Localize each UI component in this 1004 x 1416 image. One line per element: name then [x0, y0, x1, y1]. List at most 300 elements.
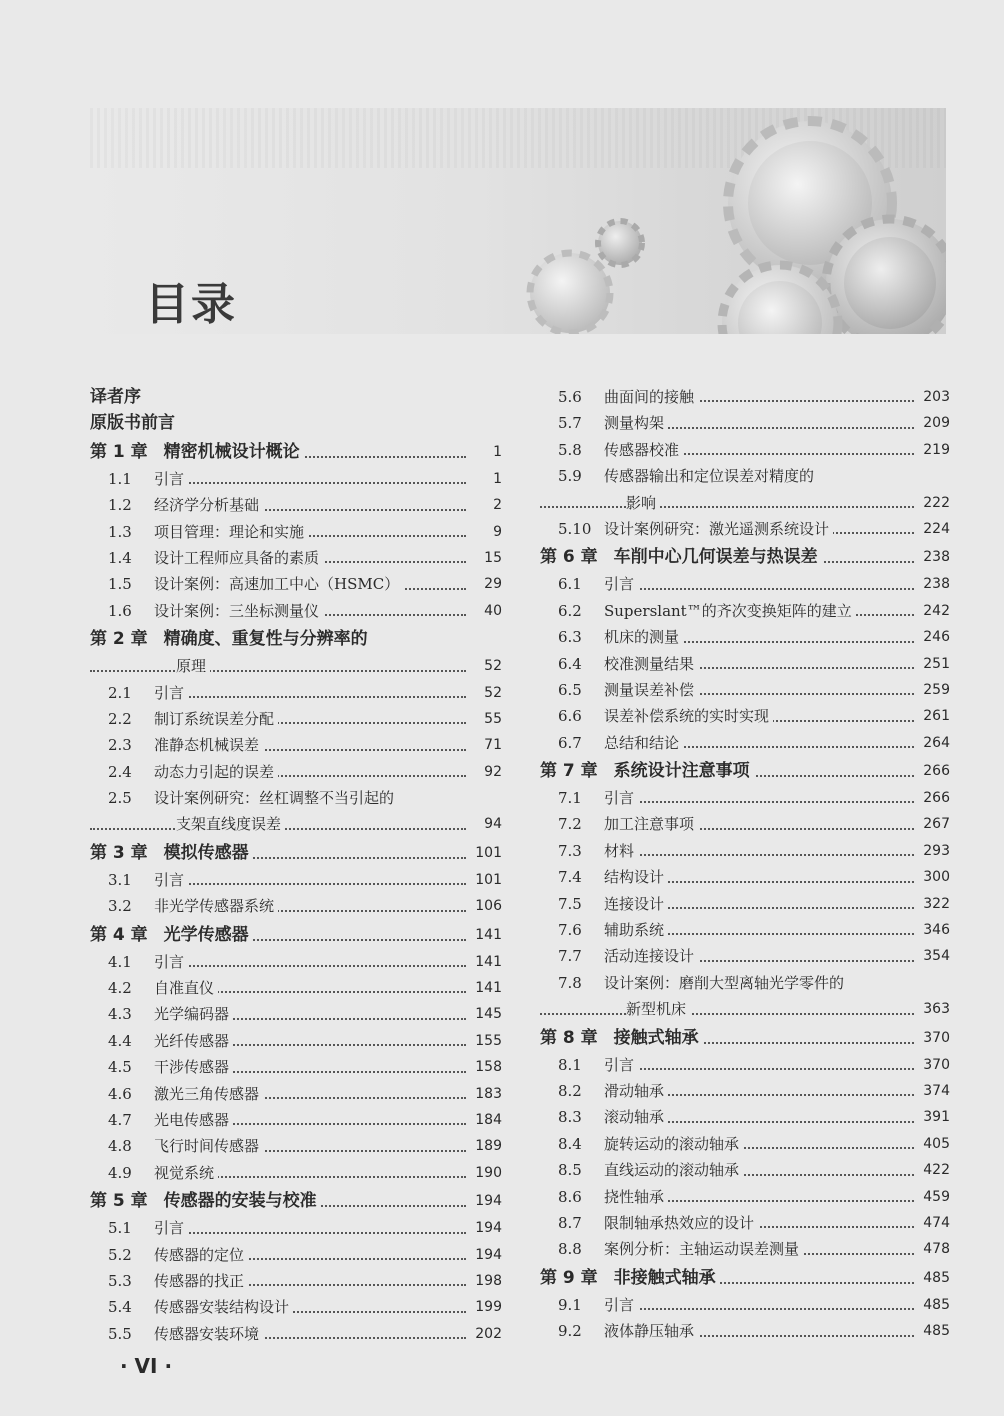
- toc-entry-text: 引言: [154, 469, 185, 488]
- toc-entry-text: 新型机床: [626, 1000, 687, 1019]
- toc-entry-title: [90, 1133, 263, 1159]
- toc-entry-title: [540, 1104, 668, 1130]
- toc-entry-number: 第 6 章: [540, 547, 598, 568]
- toc-entry-number: 5.9: [558, 467, 582, 486]
- toc-entry-title: [540, 1210, 758, 1236]
- toc-page-number: 485: [919, 1263, 950, 1293]
- toc-entry-title: [540, 384, 698, 410]
- toc-entry-title: [540, 785, 638, 811]
- toc-entry: [90, 893, 502, 919]
- toc-entry-title: [90, 1186, 321, 1216]
- toc-entry-title: [540, 864, 668, 890]
- toc-page-number: 1: [489, 466, 502, 492]
- toc-page-number: 246: [919, 624, 950, 650]
- toc-entry-text: 传感器的安装与校准: [163, 1191, 317, 1212]
- toc-entry-text: 直线运动的滚动轴承: [604, 1161, 740, 1180]
- toc-entry-number: 6.5: [558, 680, 582, 699]
- toc-entry-text: 精确度、重复性与分辨率的: [163, 629, 368, 650]
- page-number: · VI ·: [120, 1354, 173, 1378]
- toc-entry-text: 设计案例：高速加工中心（HSMC）: [154, 575, 400, 594]
- toc-entry-text: 设计案例研究：丝杠调整不当引起的: [154, 789, 395, 808]
- toc-entry-number: 4.9: [108, 1163, 132, 1182]
- toc-page-number: 363: [919, 996, 950, 1022]
- toc-right-column: [540, 384, 950, 1345]
- toc-entry: [90, 571, 502, 597]
- toc-entry-text: 飞行时间传感器: [154, 1137, 260, 1156]
- toc-entry-title: [540, 838, 638, 864]
- toc-entry-text: 总结和结论: [604, 733, 680, 752]
- toc-entry-number: 1.5: [108, 575, 132, 594]
- toc-entry-number: 7.1: [558, 789, 582, 808]
- toc-entry-text: 引言: [154, 683, 185, 702]
- toc-entry-title: [90, 706, 278, 732]
- toc-entry-number: 第 7 章: [540, 761, 598, 782]
- toc-entry-text: 视觉系统: [154, 1163, 215, 1182]
- toc-entry-title: [540, 703, 773, 729]
- toc-page-number: 55: [480, 706, 502, 732]
- toc-entry-text: 设计案例：磨削大型离轴光学零件的: [604, 973, 845, 992]
- toc-front-entry: [90, 410, 502, 436]
- toc-page-number: 9: [489, 519, 502, 545]
- toc-entry: [90, 492, 502, 518]
- toc-entry-number: 6.4: [558, 654, 582, 673]
- toc-entry: [540, 1104, 950, 1130]
- toc-chapter-entry: [90, 624, 502, 653]
- toc-entry-text: 测量构架: [604, 414, 665, 433]
- toc-entry-number: 1.3: [108, 522, 132, 541]
- toc-entry-number: 4.4: [108, 1031, 132, 1050]
- toc-entry: [540, 864, 950, 890]
- toc-page-number: 267: [919, 811, 950, 837]
- toc-entry: [540, 571, 950, 597]
- toc-entry-title: [90, 598, 323, 624]
- toc-entry-title: [540, 1236, 803, 1262]
- toc-entry-text: 案例分析：主轴运动误差测量: [604, 1240, 800, 1259]
- toc-entry-text: 准静态机械误差: [154, 736, 260, 755]
- toc-entry-title: [90, 1028, 233, 1054]
- toc-chapter-entry: [90, 1186, 502, 1215]
- toc-page-number: 242: [919, 598, 950, 624]
- toc-entry-text: 车削中心几何误差与热误差: [613, 547, 818, 568]
- toc-entry: [90, 706, 502, 732]
- toc-page-number: 202: [471, 1321, 502, 1347]
- toc-entry-number: 9.2: [558, 1322, 582, 1341]
- toc-entry-text: 挠性轴承: [604, 1187, 665, 1206]
- toc-entry: [90, 785, 502, 811]
- toc-entry-text: 传感器安装结构设计: [154, 1298, 290, 1317]
- toc-entry-number: 5.6: [558, 388, 582, 406]
- toc-entry-title: [540, 624, 683, 650]
- toc-entry: [540, 943, 950, 969]
- toc-entry-number: 4.3: [108, 1005, 132, 1024]
- toc-entry-number: 5.1: [108, 1219, 132, 1238]
- toc-entry-number: 1.6: [108, 601, 132, 620]
- toc-page-number: 92: [480, 759, 502, 785]
- toc-entry-text: 设计案例研究：激光遥测系统设计: [604, 519, 830, 538]
- toc-entry-title: [90, 1054, 233, 1080]
- toc-entry: [540, 437, 950, 463]
- toc-page-number: 15: [480, 545, 502, 571]
- toc-entry-number: 7.7: [558, 947, 582, 966]
- toc-entry: [90, 1294, 502, 1320]
- toc-entry-title: [540, 917, 668, 943]
- toc-page-number: 106: [471, 893, 502, 919]
- toc-entry-number: 3.2: [108, 897, 132, 916]
- toc-entry-number: 3.1: [108, 870, 132, 889]
- toc-entry-number: 6.3: [558, 628, 582, 647]
- toc-entry: [540, 410, 950, 436]
- toc-page-number: 94: [480, 811, 502, 837]
- toc-entry-text: 激光三角传感器: [154, 1084, 260, 1103]
- toc-entry-title: [540, 1292, 638, 1318]
- toc-page-number: 405: [919, 1131, 950, 1157]
- toc-entry-text: 光电传感器: [154, 1110, 230, 1129]
- toc-entry: [90, 545, 502, 571]
- toc-page-number: 266: [919, 756, 950, 786]
- toc-page-number: 293: [919, 838, 950, 864]
- toc-page-number: 370: [919, 1023, 950, 1053]
- toc-page-number: 199: [471, 1294, 502, 1320]
- toc-page-number: 194: [471, 1242, 502, 1268]
- toc-entry-text: 非光学传感器系统: [154, 897, 275, 916]
- toc-entry-number: 2.4: [108, 762, 132, 781]
- toc-page-number: 183: [471, 1081, 502, 1107]
- toc-entry-number: 7.2: [558, 815, 582, 834]
- toc-page-number: 370: [919, 1052, 950, 1078]
- toc-entry-title: [90, 1001, 233, 1027]
- toc-entry: [540, 1236, 950, 1262]
- toc-entry-title: [540, 1263, 720, 1293]
- toc-left-column: [90, 384, 502, 1347]
- toc-entry-text: 曲面间的接触: [604, 388, 695, 406]
- toc-entry-title: [540, 1131, 743, 1157]
- toc-entry-number: 6.2: [558, 601, 582, 620]
- toc-entry-title: [90, 1107, 233, 1133]
- toc-entry-title: [90, 571, 403, 597]
- toc-entry-title: [540, 410, 668, 436]
- toc-entry-number: 7.6: [558, 921, 582, 940]
- toc-entry-title: [540, 542, 822, 572]
- toc-page-number: 203: [919, 384, 950, 410]
- toc-entry: [540, 490, 950, 516]
- toc-entry-text: 引言: [604, 1055, 635, 1074]
- toc-entry-title: [90, 949, 188, 975]
- toc-entry-number: 5.4: [108, 1298, 132, 1317]
- toc-entry-text: 设计工程师应具备的素质: [154, 548, 320, 567]
- toc-entry-text: 传感器的找正: [154, 1271, 245, 1290]
- toc-entry-title: [90, 519, 308, 545]
- toc-entry-number: 5.7: [558, 414, 582, 433]
- toc-entry-title: [90, 437, 304, 467]
- toc-page-number: 2: [489, 492, 502, 518]
- toc-entry-text: 影响: [626, 493, 657, 512]
- toc-page-number: 485: [919, 1318, 950, 1344]
- toc-page-number: 251: [919, 651, 950, 677]
- toc-entry-text: 辅助系统: [604, 921, 665, 940]
- toc-page-number: 101: [471, 838, 502, 868]
- toc-entry-number: 1.4: [108, 548, 132, 567]
- toc-entry: [540, 1157, 950, 1183]
- toc-entry: [90, 759, 502, 785]
- toc-chapter-entry: [540, 1023, 950, 1052]
- toc-entry: [90, 1107, 502, 1133]
- toc-entry-text: 光学编码器: [154, 1005, 230, 1024]
- toc-page-number: 194: [471, 1215, 502, 1241]
- toc-entry-number: 8.3: [558, 1108, 582, 1127]
- toc-page-number: 354: [919, 943, 950, 969]
- toc-entry-text: 非接触式轴承: [613, 1267, 716, 1288]
- toc-page-number: 141: [471, 975, 502, 1001]
- toc-entry: [90, 598, 502, 624]
- toc-entry-title: [540, 677, 698, 703]
- toc-entry-title: [90, 492, 263, 518]
- dot-leader: [540, 1013, 914, 1015]
- toc-entry: [540, 1292, 950, 1318]
- toc-entry-number: 9.1: [558, 1295, 582, 1314]
- toc-entry: [540, 970, 950, 996]
- toc-entry-title: [90, 1294, 293, 1320]
- toc-entry-text: 光纤传感器: [154, 1031, 230, 1050]
- toc-page-number: 194: [471, 1186, 502, 1216]
- toc-entry-number: 2.5: [108, 789, 132, 808]
- toc-entry-title: [540, 437, 683, 463]
- toc-entry-number: 第 1 章: [90, 441, 148, 462]
- toc-page-number: 158: [471, 1054, 502, 1080]
- toc-entry: [540, 891, 950, 917]
- toc-entry-text: 引言: [154, 870, 185, 889]
- toc-entry-title: [540, 756, 754, 786]
- toc-chapter-entry: [540, 756, 950, 785]
- toc-entry-title: [540, 598, 856, 624]
- toc-entry-text: 引言: [604, 789, 635, 808]
- toc-entry: [540, 677, 950, 703]
- toc-entry-number: 4.5: [108, 1058, 132, 1077]
- toc-entry-text: 旋转运动的滚动轴承: [604, 1134, 740, 1153]
- toc-entry-text: 原理: [176, 657, 207, 676]
- toc-entry-text: 引言: [604, 1295, 635, 1314]
- toc-entry: [540, 598, 950, 624]
- toc-entry-text: 机床的测量: [604, 628, 680, 647]
- toc-page-number: 40: [480, 598, 502, 624]
- toc-page-number: 346: [919, 917, 950, 943]
- toc-entry-number: 5.5: [108, 1324, 132, 1343]
- toc-page-number: 300: [919, 864, 950, 890]
- toc-entry-title: [540, 1052, 638, 1078]
- toc-chapter-entry: [90, 920, 502, 949]
- toc-entry: [90, 1028, 502, 1054]
- toc-entry-title: [90, 624, 372, 654]
- toc-entry-number: 8.5: [558, 1161, 582, 1180]
- toc-entry-title: [90, 975, 218, 1001]
- toc-page-number: 422: [919, 1157, 950, 1183]
- dot-leader: [540, 506, 914, 508]
- toc-page-number: 261: [919, 703, 950, 729]
- toc-entry: [540, 1210, 950, 1236]
- toc-page-number: 71: [480, 732, 502, 758]
- toc-entry: [540, 838, 950, 864]
- toc-entry-text: 测量误差补偿: [604, 680, 695, 699]
- toc-entry-text: 译者序: [90, 387, 141, 407]
- toc-page-number: 184: [471, 1107, 502, 1133]
- toc-entry: [540, 1184, 950, 1210]
- toc-entry-title: [90, 785, 398, 811]
- toc-entry-text: Superslant™的齐次变换矩阵的建立: [604, 601, 852, 620]
- toc-entry: [90, 1268, 502, 1294]
- toc-page-number: 374: [919, 1078, 950, 1104]
- toc-entry-title: [540, 1184, 668, 1210]
- toc-entry-number: 8.1: [558, 1055, 582, 1074]
- toc-entry-number: 4.6: [108, 1084, 132, 1103]
- toc-entry: [540, 811, 950, 837]
- toc-entry-title: [540, 571, 638, 597]
- toc-entry-title: [90, 1321, 263, 1347]
- toc-entry: [540, 384, 950, 410]
- toc-entry-text: 制订系统误差分配: [154, 709, 275, 728]
- toc-entry-text: 滑动轴承: [604, 1081, 665, 1100]
- toc-entry-text: 模拟传感器: [163, 842, 249, 863]
- toc-page-number: 222: [919, 490, 950, 516]
- toc-entry-number: 6.7: [558, 733, 582, 752]
- toc-entry-title: [540, 943, 698, 969]
- toc-entry-text: 精密机械设计概论: [163, 441, 300, 462]
- toc-entry-number: 2.3: [108, 736, 132, 755]
- small-gear-icon: [530, 221, 642, 333]
- toc-entry-number: 6.1: [558, 575, 582, 594]
- toc-chapter-entry: [90, 437, 502, 466]
- toc-entry-number: 第 4 章: [90, 924, 148, 945]
- toc-entry-number: 第 9 章: [540, 1267, 598, 1288]
- toc-entry-text: 系统设计注意事项: [613, 761, 750, 782]
- toc-entry: [540, 463, 950, 489]
- toc-entry-title: [540, 1078, 668, 1104]
- toc-entry-title: [90, 410, 179, 436]
- toc-entry: [540, 917, 950, 943]
- toc-entry: [90, 811, 502, 837]
- toc-page-number: 52: [480, 680, 502, 706]
- toc-entry-text: 校准测量结果: [604, 654, 695, 673]
- toc-entry: [540, 651, 950, 677]
- toc-entry-text: 设计案例：三坐标测量仪: [154, 601, 320, 620]
- toc-entry-text: 活动连接设计: [604, 947, 695, 966]
- toc-entry-number: 8.8: [558, 1240, 582, 1259]
- toc-page-number: 141: [471, 949, 502, 975]
- toc-entry-title: [540, 1318, 698, 1344]
- toc-entry-text: 限制轴承热效应的设计: [604, 1213, 755, 1232]
- toc-entry-title: [176, 811, 285, 837]
- toc-page-number: 322: [919, 891, 950, 917]
- toc-entry-text: 经济学分析基础: [154, 496, 260, 515]
- toc-entry-text: 项目管理：理论和实施: [154, 522, 305, 541]
- toc-entry-text: 干涉传感器: [154, 1058, 230, 1077]
- toc-page-number: 141: [471, 920, 502, 950]
- toc-entry-title: [540, 1157, 743, 1183]
- toc-entry-title: [540, 811, 698, 837]
- toc-entry-text: 引言: [154, 1219, 185, 1238]
- toc-entry: [90, 975, 502, 1001]
- dot-leader: [90, 670, 466, 672]
- toc-entry: [90, 1160, 502, 1186]
- toc-page-number: 224: [919, 516, 950, 542]
- toc-entry-text: 传感器的定位: [154, 1245, 245, 1264]
- toc-entry-number: 7.8: [558, 973, 582, 992]
- toc-entry-number: 第 8 章: [540, 1027, 598, 1048]
- toc-page-number: 266: [919, 785, 950, 811]
- toc-entry: [540, 1078, 950, 1104]
- toc-entry-title: [90, 893, 278, 919]
- toc-page-number: 52: [480, 653, 502, 679]
- toc-entry-number: 4.1: [108, 952, 132, 971]
- toc-entry: [540, 996, 950, 1022]
- toc-page-number: 391: [919, 1104, 950, 1130]
- toc-entry-number: 5.2: [108, 1245, 132, 1264]
- toc-entry: [90, 1242, 502, 1268]
- toc-entry-title: [90, 680, 188, 706]
- toc-entry-title: [90, 1242, 248, 1268]
- toc-chapter-entry: [90, 838, 502, 867]
- toc-entry-title: [540, 970, 848, 996]
- toc-entry: [90, 867, 502, 893]
- toc-entry-number: 第 3 章: [90, 842, 148, 863]
- toc-entry-title: [90, 1215, 188, 1241]
- toc-entry: [90, 653, 502, 679]
- toc-entry-text: 传感器安装环境: [154, 1324, 260, 1343]
- toc-entry-text: 结构设计: [604, 868, 665, 887]
- toc-entry-number: 8.6: [558, 1187, 582, 1206]
- toc-entry-text: 传感器输出和定位误差对精度的: [604, 467, 815, 486]
- toc-entry-number: 5.8: [558, 440, 582, 459]
- toc-entry-number: 2.2: [108, 709, 132, 728]
- toc-entry-text: 材料: [604, 841, 635, 860]
- toc-front-entry: [90, 384, 502, 410]
- toc-entry-text: 连接设计: [604, 894, 665, 913]
- toc-entry: [90, 732, 502, 758]
- toc-entry: [540, 516, 950, 542]
- toc-page-number: 209: [919, 410, 950, 436]
- toc-page-number: 101: [471, 867, 502, 893]
- toc-entry-text: 动态力引起的误差: [154, 762, 275, 781]
- page-title: 目录: [145, 279, 237, 330]
- toc-chapter-entry: [540, 1263, 950, 1292]
- toc-entry-title: [90, 920, 253, 950]
- toc-entry: [90, 949, 502, 975]
- toc-page-number: 155: [471, 1028, 502, 1054]
- toc-entry: [540, 1318, 950, 1344]
- toc-entry-number: 2.1: [108, 683, 132, 702]
- toc-entry-title: [540, 730, 683, 756]
- toc-entry-text: 误差补偿系统的实时实现: [604, 707, 770, 726]
- toc-entry-number: 8.4: [558, 1134, 582, 1153]
- toc-entry-text: 加工注意事项: [604, 815, 695, 834]
- toc-entry: [540, 1131, 950, 1157]
- toc-entry: [540, 730, 950, 756]
- toc-entry-number: 5.10: [558, 519, 592, 538]
- toc-entry-title: [90, 867, 188, 893]
- toc-entry: [90, 1215, 502, 1241]
- toc-page-number: 1: [489, 437, 502, 467]
- toc-entry-title: [540, 1023, 703, 1053]
- toc-entry-number: 8.7: [558, 1213, 582, 1232]
- toc-entry-title: [90, 1268, 248, 1294]
- toc-entry: [90, 1321, 502, 1347]
- toc-entry-text: 光学传感器: [163, 924, 249, 945]
- toc-entry-title: [90, 384, 145, 410]
- toc-page-number: 29: [480, 571, 502, 597]
- toc-entry: [540, 1052, 950, 1078]
- toc-page-number: 145: [471, 1001, 502, 1027]
- toc-page-number: 190: [471, 1160, 502, 1186]
- toc-entry-title: [540, 516, 833, 542]
- toc-entry-text: 引言: [604, 575, 635, 594]
